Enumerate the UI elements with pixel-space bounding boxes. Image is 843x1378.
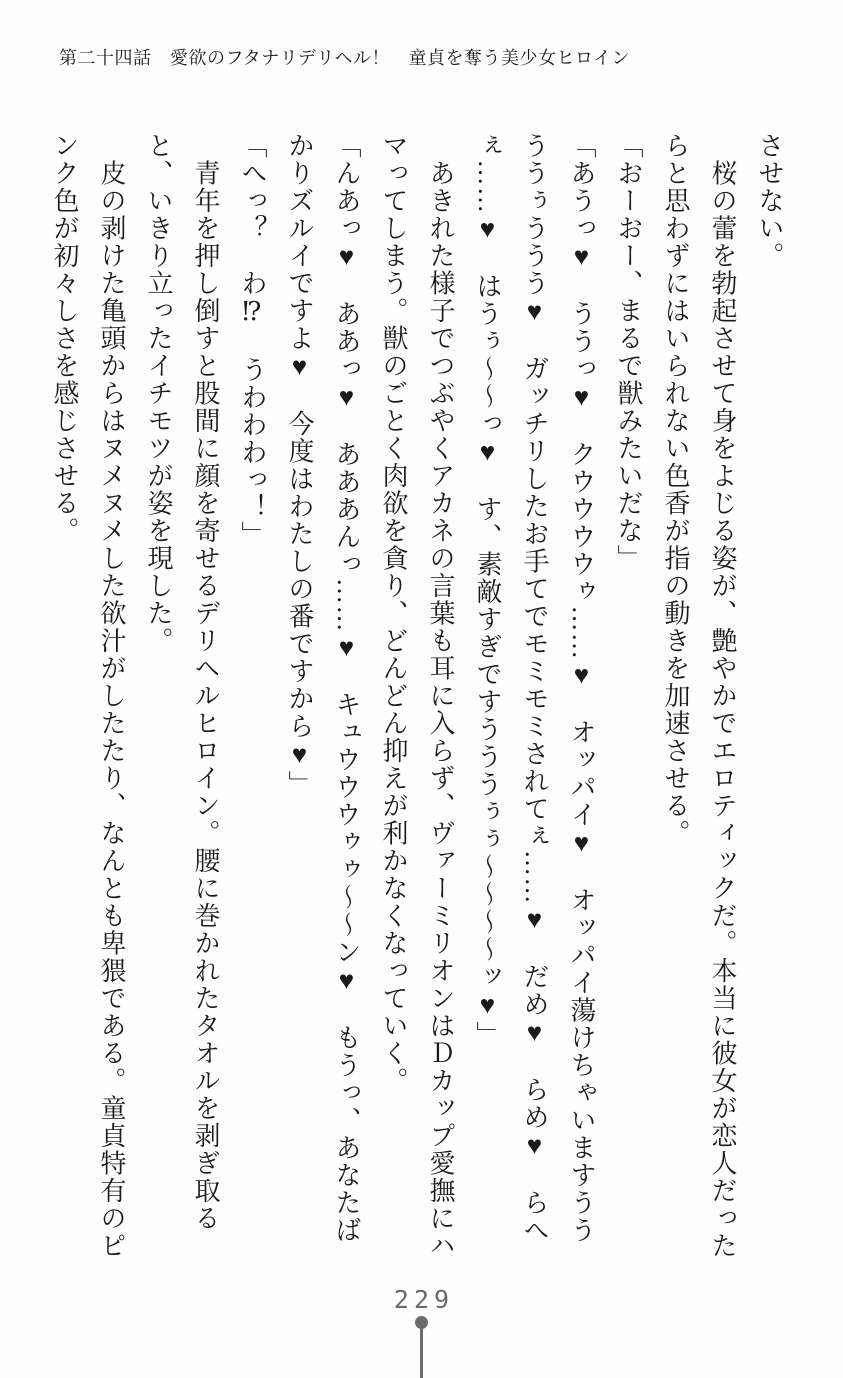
page-footer [0, 1285, 843, 1378]
paragraph: 皮の剥けた亀頭からはヌメヌメした欲汁がしたたり、なんとも卑猥である。童貞特有のピンク色が初々しさを感じさせる。 [50, 132, 126, 1260]
paragraph: 桜の蕾を勃起させて身をよじる姿が、艶やかでエロティックだ。本当に彼女が恋人だったらと思わずにはいられない色香が指の動きを加速させる。 [661, 132, 737, 1260]
footer-ornament-icon [0, 1316, 843, 1378]
page-body-text [41, 132, 793, 1260]
page-number: 229 [393, 1285, 455, 1314]
paragraph: 「んあっ♥ ああっ♥ あああんっ……♥ キュウウウゥゥ〜〜ン♥ もうっ、あなたばかりズルイですよ♥ 今度はわたしの番ですから♥」 [285, 132, 361, 1244]
paragraph: 「おーおー、まるで獣みたいだな」 [614, 132, 643, 572]
paragraph: 「あうっ♥ ううっ♥ クウウウウゥ……♥ オッパイ♥ オッパイ蕩けちゃいますううううぅううう♥ ガッチリしたお手てでモミモミされてぇ……♥ だめ♥ らめ♥ らへぇ……♥ はうぅ〜〜っ♥ す、素敵すぎですうううぅぅ〜〜〜〜ッ♥」 [473, 132, 596, 1244]
paragraph: させない。 [755, 132, 784, 270]
paragraph: 青年を押し倒すと股間に顔を寄せるデリヘルヒロイン。腰に巻かれたタオルを剥ぎ取ると、いきり立ったイチモツが姿を現した。 [144, 132, 220, 1232]
paragraph: あきれた様子でつぶやくアカネの言葉も耳に入らず、ヴァーミリオンはＤカップ愛撫にハマってしまう。獣のごとく肉欲を貪り、どんどん抑えが利かなくなっていく。 [379, 132, 455, 1260]
chapter-header: 第二十四話 愛欲のフタナリデリヘル！ 童貞を奪う美少女ヒロイン [59, 48, 630, 68]
ornament-stem-line [420, 1327, 423, 1378]
paragraph: 「へっ？ わ⁉ うわわわっ！」 [238, 132, 267, 549]
